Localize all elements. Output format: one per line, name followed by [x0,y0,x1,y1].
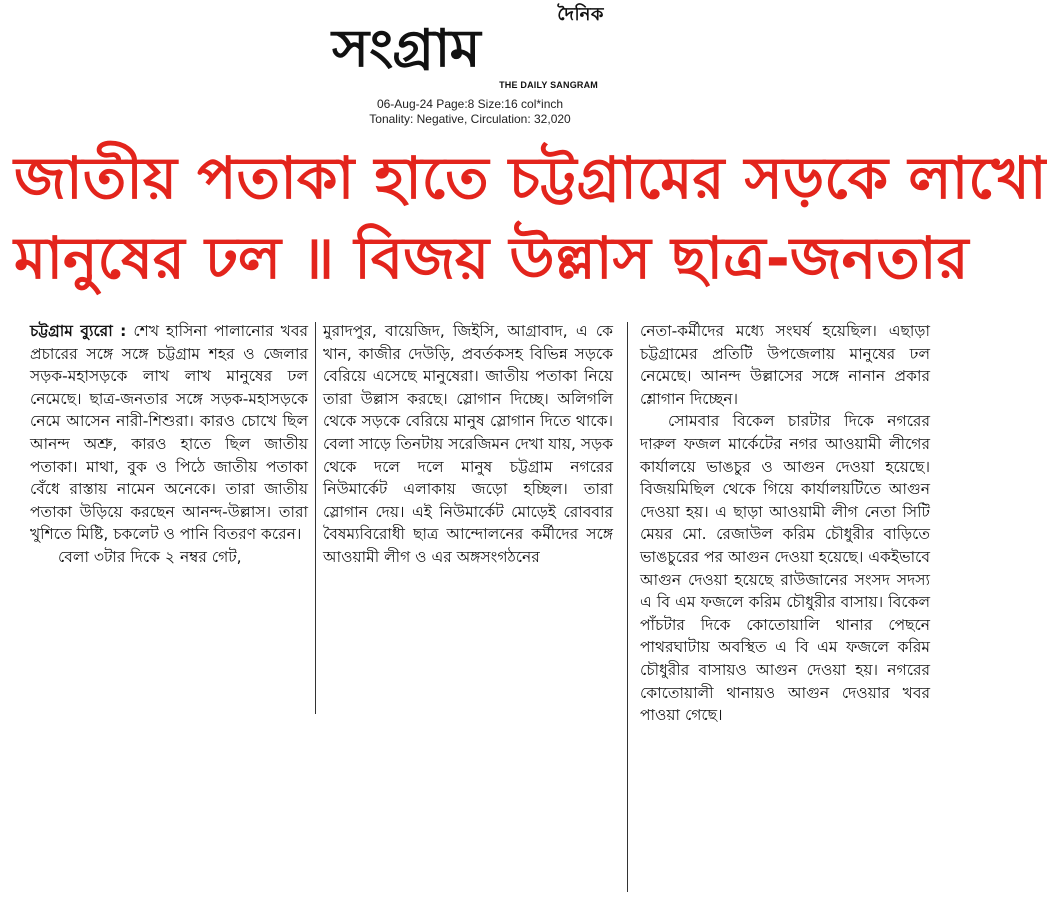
headline-line-2: মানুষের ঢল ॥ বিজয় উল্লাস ছাত্র-জনতার [14,224,969,292]
article-column-2 [323,320,613,569]
article-paragraph: নেতা-কর্মীদের মধ্যে সংঘর্ষ হয়েছিল। এছাড়া চট্টগ্রামের প্রতিটি উপজেলায় মানুষের ঢল নেমেছে। আনন্দ উল্লাসের সঙ্গে নানান প্রকার শ্লোগান দিচ্ছেন। [640,322,930,408]
masthead-english-name: THE DAILY SANGRAM [499,80,598,90]
headline-line-1: জাতীয় পতাকা হাতে চট্টগ্রামের সড়কে লাখো [14,144,1047,212]
article-paragraph [30,320,308,546]
article-paragraph: সোমবার বিকেল চারটার দিকে নগরের দারুল ফজল মার্কেটের নগর আওয়ামী লীগের কার্যালয়ে ভাঙচুর ও আগুন দেওয়া হয়েছে। বিজয়মিছিল থেকে গিয়ে কার্যালয়টিতে আগুন দেওয়া হয়। এ ছাড়া আওয়ামী লীগ নেতা সিটি মেয়র মো. রেজাউল করিম চৌধুরীর বাড়িতে ভাঙচুরের পর আগুন দেওয়া হয়েছে। একইভাবে আগুন দেওয়া হয়েছে রাউজানের সংসদ সদস্য এ বি এম ফজলে করিম চৌধুরীর বাসায়। বিকেল পাঁচটার দিকে কোতোয়ালি থানার পেছনে পাথরঘাটায় অবস্থিত এ বি এম ফজলে করিম চৌধুরীর বাসায়ও আগুন দেওয়া হয়। নগরের কোতোয়ালী থানায়ও আগুন দেওয়ার খবর পাওয়া গেছে। [640,412,930,725]
article-paragraph: বেলা ৩টার দিকে ২ নম্বর গেট, [58,547,242,566]
column-divider [627,322,628,892]
clipping-meta-tonality: Tonality: Negative, Circulation: 32,020 [369,112,571,126]
clipping-meta-date-page: 06-Aug-24 Page:8 Size:16 col*inch [376,97,564,111]
masthead-dainik: দৈনিক [557,4,604,25]
byline: চট্টগ্রাম ব্যুরো : [30,322,127,340]
masthead [330,6,610,90]
article-column-1 [30,320,308,569]
newspaper-logo: সংগ্রাম [332,18,480,79]
article-paragraph: মুরাদপুর, বায়েজিদ, জিইসি, আগ্রাবাদ, এ কে খান, কাজীর দেউড়ি, প্রবর্তকসহ বিভিন্ন সড়কে বেরিয়ে এসেছে মানুষেরা। জাতীয় পতাকা নিয়ে তারা উল্লাস করছে। স্লোগান দিচ্ছে। অলিগলি থেকে সড়কে বেরিয়ে মানুষ স্লোগান দিতে থাকে। বেলা সাড়ে তিনটায় সরেজিমন দেখা যায়, সড়ক থেকে দলে দলে মানুষ চট্টগ্রাম নগরের নিউমার্কেট এলাকায় জড়ো হচ্ছিল। তারা স্লোগান দেয়। এই নিউমার্কেট মোড়েই রোববার বৈষম্যবিরোধী ছাত্র আন্দোলনের কর্মীদের সঙ্গে আওয়ামী লীগ ও এর অঙ্গসংগঠনের [323,322,613,566]
article-column-3 [640,320,930,727]
paragraph-text: শেখ হাসিনা পালানোর খবর প্রচারের সঙ্গে সঙ্গে চট্টগ্রাম শহর ও জেলার সড়ক-মহাসড়কে লাখ লাখ মানুষের ঢল নেমেছে। ছাত্র-জনতার সঙ্গে সড়ক-মহাসড়কে নেমে আসেন নারী-শিশুরা। কারও চোখে ছিল আনন্দ অশ্রু, কারও হাতে ছিল জাতীয় পতাকা। মাথা, বুক ও পিঠে জাতীয় পতাকা বেঁধে রাস্তায় নামেন অনেকে। তারা জাতীয় পতাকা উড়িয়ে করছেন আনন্দ-উল্লাস। তারা খুশিতে মিষ্টি, চকলেট ও পানি বিতরণ করেন। [30,322,308,544]
column-divider [315,322,316,714]
